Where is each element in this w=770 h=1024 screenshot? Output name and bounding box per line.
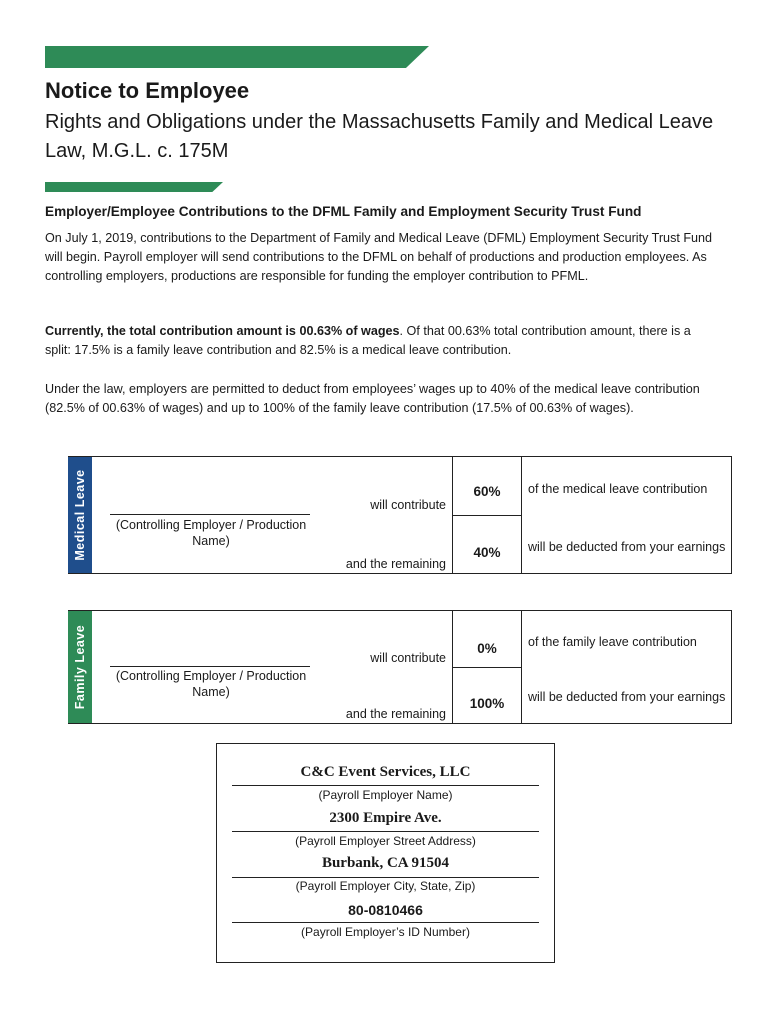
deduction-paragraph: Under the law, employers are permitted to deduct from employees’ wages up to 40% of the medical leave contribution (82.5% of 00.63% of wages) and up to 100% of the family leave contribution (17.5% of 00.63% of wages).	[45, 382, 700, 415]
family-leave-tab	[68, 611, 92, 723]
controlling-employer-name-line[interactable]	[110, 666, 310, 667]
contribution-paragraph	[45, 322, 720, 360]
payroll-employer-city-label: (Payroll Employer City, State, Zip)	[295, 879, 476, 893]
payroll-employer-box	[216, 743, 555, 963]
employee-percent: 100%	[469, 696, 505, 711]
controlling-employer-caption: (Controlling Employer / Production Name)	[115, 669, 307, 699]
employer-share-description: of the medical leave contribution	[528, 482, 708, 496]
medical-leave-tab	[68, 457, 92, 573]
payroll-employer-name[interactable]: C&C Event Services, LLC	[300, 764, 471, 780]
controlling-employer-caption: (Controlling Employer / Production Name)	[115, 518, 307, 548]
contribution-split-text: . Of that 00.63% total contribution amount, there is a split: 17.5% is a family leave contribution and 82.5% is a medical leave contribution.	[45, 324, 691, 357]
section-heading: Employer/Employee Contributions to the DFML Family and Employment Security Trust Fund	[45, 204, 642, 219]
family-leave-label: Family Leave	[73, 624, 87, 710]
will-contribute-text: will contribute	[370, 498, 446, 512]
employer-percent: 0%	[477, 641, 497, 656]
percent-column	[452, 457, 522, 573]
payroll-employer-id[interactable]: 80-0810466	[348, 902, 423, 918]
medical-leave-label: Medical Leave	[73, 469, 87, 561]
employee-share-description: will be deducted from your earnings	[528, 540, 726, 554]
employee-percent: 40%	[473, 545, 501, 560]
employer-percent: 60%	[473, 484, 501, 499]
intro-paragraph: On July 1, 2019, contributions to the Department of Family and Medical Leave (DFML) Employment Security Trust Fund will begin. Payroll employer will send contributions to the DFML on behalf of productions and production employees. As controlling employers, productions are responsible for funding the employer contribution to PFML.	[45, 231, 713, 283]
employer-share-description: of the family leave contribution	[528, 635, 697, 649]
percent-column	[452, 611, 522, 723]
section-accent-bar	[45, 182, 223, 192]
medical-leave-table	[68, 456, 732, 574]
payroll-employer-street-label: (Payroll Employer Street Address)	[295, 834, 476, 848]
family-leave-table	[68, 610, 732, 724]
payroll-employer-id-label: (Payroll Employer’s ID Number)	[301, 925, 470, 939]
will-contribute-text: will contribute	[370, 651, 446, 665]
page-subtitle: Rights and Obligations under the Massachusetts Family and Medical Leave Law, M.G.L. c. 175M	[45, 111, 714, 162]
payroll-employer-street[interactable]: 2300 Empire Ave.	[329, 810, 442, 826]
header-accent-bar	[45, 46, 429, 68]
employee-share-description: will be deducted from your earnings	[528, 690, 726, 704]
payroll-employer-name-label: (Payroll Employer Name)	[318, 788, 453, 802]
payroll-employer-city[interactable]: Burbank, CA 91504	[321, 855, 450, 871]
page-title: Notice to Employee	[45, 78, 250, 103]
remaining-text: and the remaining	[345, 557, 446, 571]
contribution-amount-text: Currently, the total contribution amount is 00.63% of wages	[45, 324, 400, 338]
controlling-employer-name-line[interactable]	[110, 514, 310, 515]
remaining-text: and the remaining	[345, 707, 446, 721]
